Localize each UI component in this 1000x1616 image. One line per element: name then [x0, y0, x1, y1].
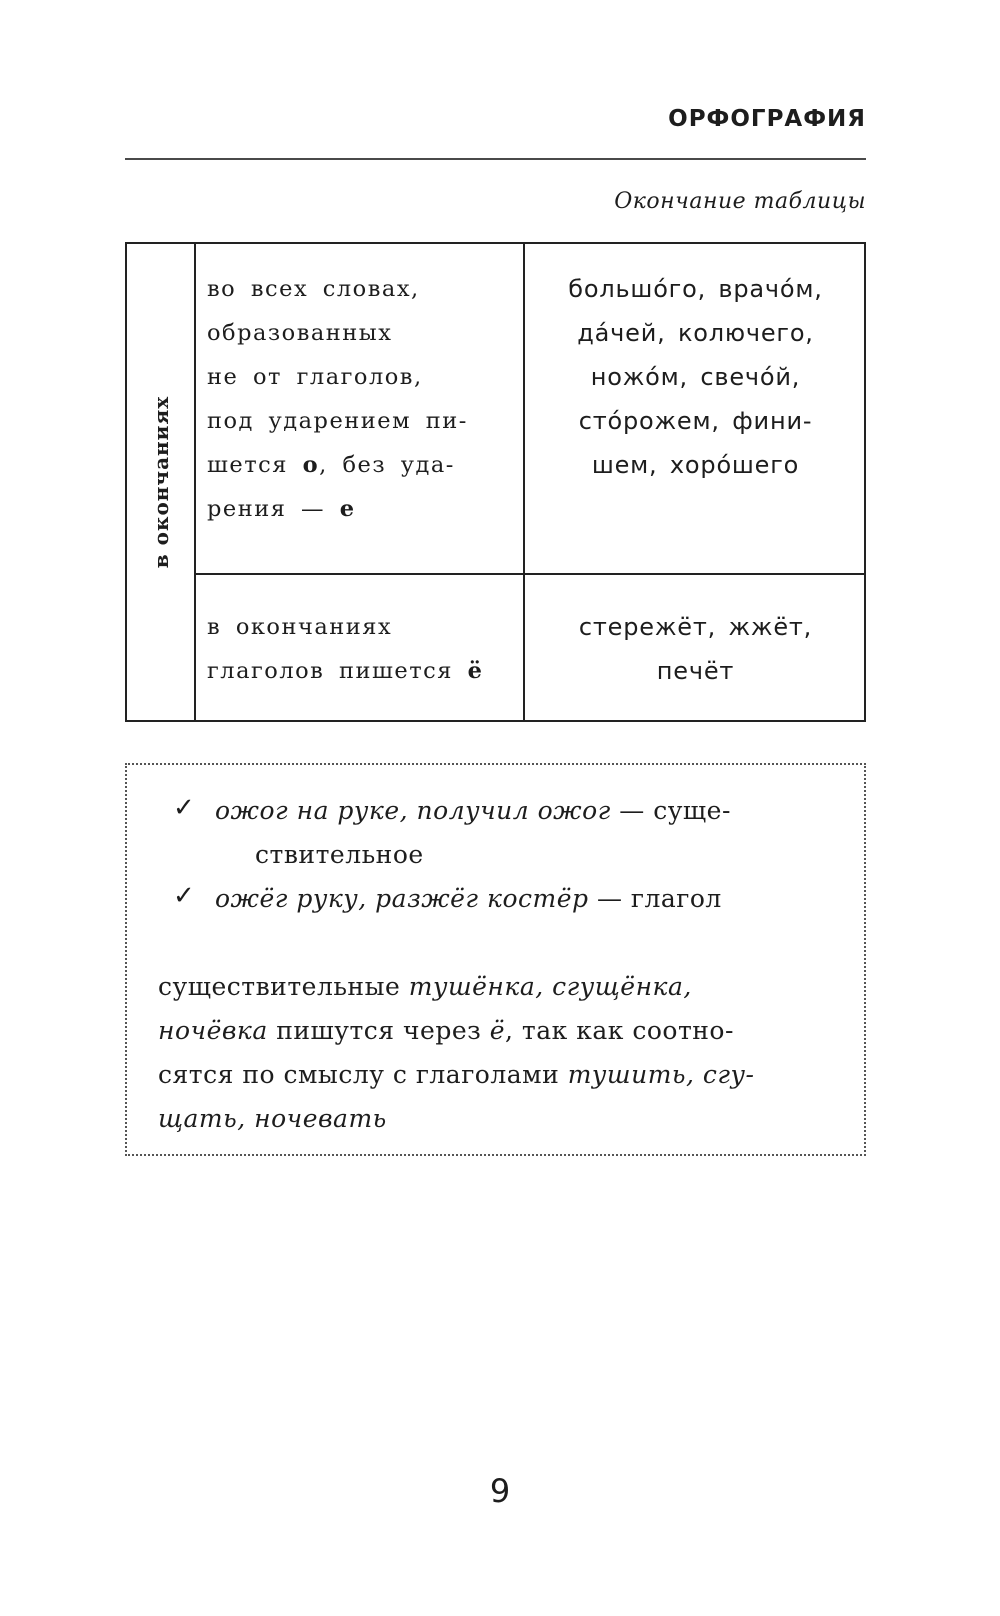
- note-paragraph-line: ночёвка пишутся через ё, так как соотно-: [158, 1016, 734, 1045]
- rule-line: глаголов пишется ё: [207, 658, 484, 684]
- example-line: стережёт, жжёт,: [578, 613, 813, 641]
- example-line: печёт: [656, 657, 735, 685]
- table-continuation-note: Окончание таблицы: [614, 189, 866, 214]
- note-paragraph-line: существительные тушёнка, сгущёнка,: [158, 972, 692, 1001]
- table-divider-left: [194, 244, 196, 720]
- rule-line: под ударением пи-: [207, 408, 468, 434]
- note-item-1: ✓ ожог на руке, получил ожог — суще-: [215, 789, 731, 833]
- note-paragraph-line: щать, ночевать: [158, 1104, 387, 1133]
- examples-cell-row1: [525, 267, 866, 487]
- rule-cell-row2: [207, 605, 517, 693]
- table-side-label: в окончаниях: [148, 395, 173, 569]
- rule-line: рения — е: [207, 496, 356, 522]
- spelling-table: [125, 242, 866, 722]
- rule-line: образованных: [207, 320, 393, 346]
- example-line: дáчей, колючего,: [577, 319, 814, 347]
- example-line: ножóм, свечóй,: [590, 363, 801, 391]
- examples-cell-row2: [525, 605, 866, 693]
- example-line: шем, хорóшего: [591, 451, 800, 479]
- check-mark-icon: ✓: [173, 881, 196, 911]
- header-divider: [125, 158, 866, 160]
- rule-line: в окончаниях: [207, 614, 393, 640]
- rule-line: не от глаголов,: [207, 364, 423, 390]
- rule-line: шется о, без уда-: [207, 452, 455, 478]
- table-side-label-cell: [127, 244, 194, 720]
- note-item-1-continuation: ствительное: [255, 840, 424, 869]
- note-box: [125, 763, 866, 1156]
- example-line: большóго, врачóм,: [568, 275, 823, 303]
- note-paragraph-line: сятся по смыслу с глаголами тушить, сгу-: [158, 1060, 755, 1089]
- rule-line: во всех словах,: [207, 276, 420, 302]
- section-title: ОРФОГРАФИЯ: [668, 106, 866, 132]
- page-number: 9: [489, 1472, 511, 1510]
- table-row-divider: [194, 573, 866, 575]
- check-mark-icon: ✓: [173, 793, 196, 823]
- example-line: стóрожем, фини-: [578, 407, 813, 435]
- note-item-2: ✓ ожёг руку, разжёг костёр — глагол: [215, 877, 722, 921]
- rule-cell-row1: [207, 267, 517, 531]
